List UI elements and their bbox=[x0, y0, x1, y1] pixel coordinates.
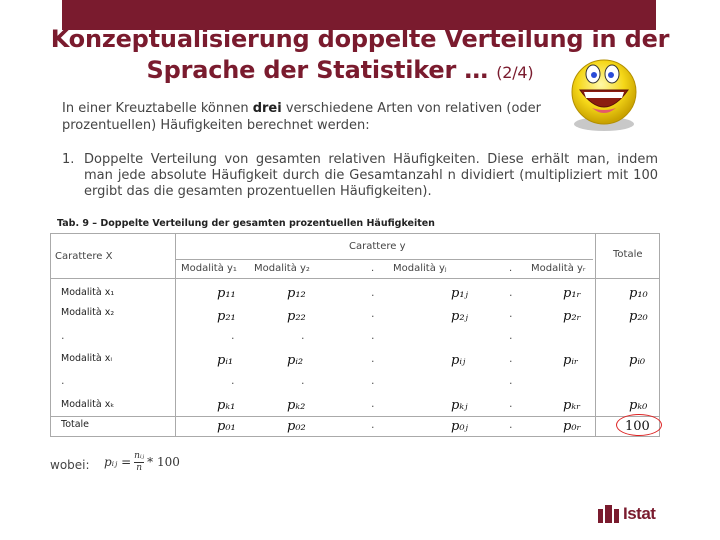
table-cell: p₂ⱼ bbox=[451, 309, 468, 324]
wobei-label: wobei: bbox=[50, 458, 90, 472]
column-variable-header: Carattere y bbox=[349, 241, 406, 252]
brand-name: Istat bbox=[623, 504, 656, 523]
table-cell: p₂ᵣ bbox=[563, 309, 582, 324]
title-page-indicator: (2/4) bbox=[496, 63, 534, 82]
column-header: . bbox=[371, 263, 375, 274]
table-cell: . bbox=[509, 374, 513, 387]
table-cell: . bbox=[371, 307, 375, 320]
table-cell: pᵢ₂ bbox=[287, 353, 304, 368]
formula-denominator: n bbox=[136, 463, 143, 473]
table-cell: pₖ₂ bbox=[287, 398, 306, 413]
table-cell: pᵢᵣ bbox=[563, 353, 579, 368]
table-divider bbox=[51, 278, 659, 279]
column-header: . bbox=[509, 263, 513, 274]
row-variable-header: Carattere X bbox=[55, 251, 113, 262]
table-cell: . bbox=[509, 352, 513, 365]
table-cell: . bbox=[509, 307, 513, 320]
table-cell: p₀₂ bbox=[287, 419, 306, 434]
table-cell: . bbox=[231, 329, 235, 342]
table-cell: p₁ⱼ bbox=[451, 286, 468, 301]
title-line-1: Konzeptualisierung doppelte Verteilung in der bbox=[50, 25, 670, 53]
table-cell: pₖ₁ bbox=[217, 398, 236, 413]
table-cell: . bbox=[371, 286, 375, 299]
column-header: Modalità y₂ bbox=[254, 263, 310, 274]
table-cell: . bbox=[371, 418, 375, 431]
table-cell: . bbox=[371, 352, 375, 365]
formula-rhs: * 100 bbox=[147, 455, 180, 469]
formula-fraction bbox=[134, 452, 144, 473]
row-label: Totale bbox=[61, 419, 90, 430]
table-cell: . bbox=[301, 374, 305, 387]
table-cell: . bbox=[371, 374, 375, 387]
row-label: . bbox=[61, 329, 65, 342]
row-total: pᵢ₀ bbox=[629, 353, 646, 368]
table-cell: . bbox=[509, 329, 513, 342]
intro-text-start: In einer Kreuztabelle können bbox=[62, 101, 253, 116]
title-line-2-text: Sprache der Statistiker … bbox=[146, 56, 489, 84]
list-item bbox=[62, 152, 658, 200]
table-divider bbox=[175, 259, 593, 260]
table-cell: . bbox=[371, 397, 375, 410]
table-caption: Tab. 9 – Doppelte Verteilung der gesamten prozentuellen Häufigkeiten bbox=[57, 218, 435, 229]
table-cell: p₂₂ bbox=[287, 309, 306, 324]
row-label: Modalità x₁ bbox=[61, 287, 115, 298]
row-label: Modalità xᵢ bbox=[61, 353, 113, 364]
table-cell: p₁₂ bbox=[287, 286, 306, 301]
table-divider bbox=[175, 234, 176, 436]
list-item-text: Doppelte Verteilung von gesamten relativen Häufigkeiten. Diese erhält man, indem man jede absolute Häufigkeit durch die Gesamtanzahl n dividiert (multipliziert mit 100 ergibt das die gesamten prozentuellen Häufigkeiten). bbox=[84, 152, 658, 199]
row-label: Modalità x₂ bbox=[61, 307, 115, 318]
smiley-icon bbox=[562, 52, 646, 136]
crosstab-table bbox=[50, 233, 660, 437]
table-cell: p₀ⱼ bbox=[451, 419, 468, 434]
table-cell: pₖᵣ bbox=[563, 398, 581, 413]
table-cell: pᵢ₁ bbox=[217, 353, 234, 368]
list-item-number: 1. bbox=[62, 152, 75, 167]
table-cell: . bbox=[231, 374, 235, 387]
intro-text-end: verschiedene Arten von relativen (oder prozentuellen) Häufigkeiten berechnet werden: bbox=[62, 101, 542, 133]
table-cell: . bbox=[509, 286, 513, 299]
table-cell: pᵢⱼ bbox=[451, 353, 466, 368]
highlight-circle bbox=[616, 414, 662, 436]
total-column-header: Totale bbox=[613, 249, 643, 260]
grand-total: 100 bbox=[625, 419, 650, 434]
table-cell: . bbox=[301, 329, 305, 342]
column-header: Modalità yⱼ bbox=[393, 263, 447, 274]
table-cell: p₁₁ bbox=[217, 286, 236, 301]
table-cell: p₀₁ bbox=[217, 419, 236, 434]
table-cell: pₖⱼ bbox=[451, 398, 468, 413]
row-total: p₁₀ bbox=[629, 286, 648, 301]
table-cell: p₂₁ bbox=[217, 309, 236, 324]
column-header: Modalità y₁ bbox=[181, 263, 237, 274]
row-total: p₂₀ bbox=[629, 309, 648, 324]
intro-bold-word: drei bbox=[252, 101, 282, 116]
intro-paragraph bbox=[62, 100, 552, 134]
formula bbox=[104, 452, 180, 473]
table-divider bbox=[595, 234, 596, 436]
table-cell: . bbox=[509, 397, 513, 410]
row-label: . bbox=[61, 374, 65, 387]
row-label: Modalità xₖ bbox=[61, 399, 115, 410]
table-divider bbox=[51, 416, 659, 417]
istat-logo-icon bbox=[598, 505, 620, 523]
formula-lhs: pᵢⱼ = bbox=[104, 455, 132, 469]
table-cell: p₁ᵣ bbox=[563, 286, 582, 301]
row-total: pₖ₀ bbox=[629, 398, 648, 413]
column-header: Modalità yᵣ bbox=[531, 263, 586, 274]
formula-numerator: nᵢⱼ bbox=[134, 451, 145, 461]
table-cell: p₀ᵣ bbox=[563, 419, 582, 434]
table-cell: . bbox=[371, 329, 375, 342]
table-cell: . bbox=[509, 418, 513, 431]
